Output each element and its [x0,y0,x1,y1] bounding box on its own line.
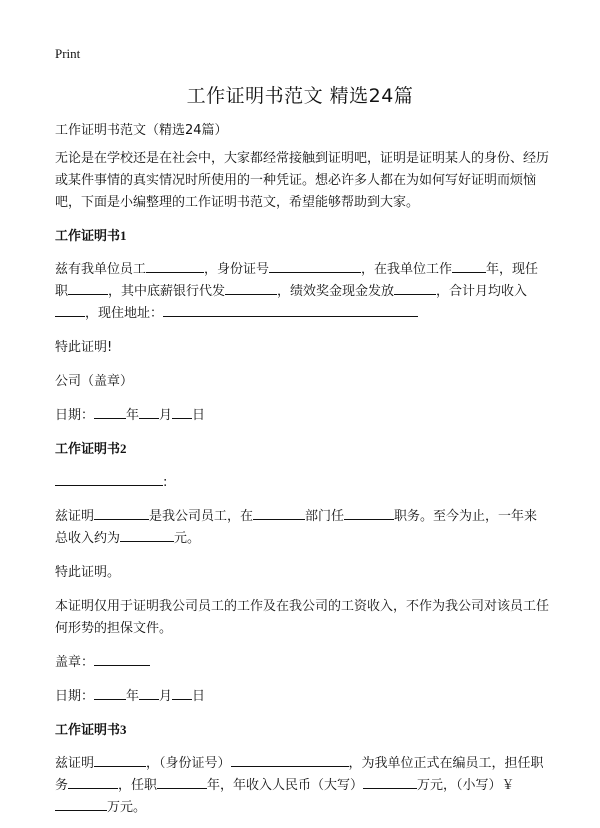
section-1-heading [55,226,550,247]
month-blank [139,405,159,419]
document-body [55,120,550,819]
employee-name-blank [146,259,204,273]
month-label: 月 [159,408,173,423]
date-label: 日期： [55,408,95,423]
s1-text: 兹有我单位员工 [55,262,147,277]
section-1-heading-text: 工作证明书 [55,229,121,244]
department-blank [253,506,305,520]
s1-text: ，现住地址： [85,306,164,321]
intro-paragraph: 无论是在学校还是在社会中，大家都经常接触到证明吧，证明是证明某人的身份、经历或某件事情的真实情况时所使用的一种凭证。想必许多人都在为如何写好证明而烦恼吧，下面是小编整理的工作证明书范文，希望能够帮助到大家。 [55,151,550,210]
section-3-heading-text: 工作证明书 [55,723,121,738]
addressee-colon: : [163,475,168,490]
section-3-number: 3 [120,722,127,737]
addressee-blank [55,472,163,486]
month-label: 月 [159,689,173,704]
s1-text: ，身份证号 [204,262,270,277]
seal-blank [94,652,150,666]
income-lowercase-blank [55,797,107,811]
section-1-body [55,259,550,325]
s2-text: 部门任 [305,509,345,524]
year-label: 年 [126,689,140,704]
s1-text: 年，现任职 [55,262,539,299]
section-2-special: 特此证明。 [55,565,121,580]
date-label: 日期： [55,689,95,704]
bonus-blank [394,281,436,295]
position-blank [68,281,108,295]
s3-text: ，（身份证号） [146,756,231,771]
s3-text: 兹证明 [55,756,95,771]
section-2-date [55,686,550,708]
section-3-body [55,753,550,819]
section-2-heading [55,439,550,460]
id-number-blank [269,259,361,273]
year-label: 年 [126,408,140,423]
section-2-number: 2 [120,441,127,456]
s3-text: 万元。 [107,800,147,815]
year-blank [94,686,126,700]
employee-name-blank [94,506,149,520]
section-3-heading [55,720,550,741]
section-2-heading-text: 工作证明书 [55,442,121,457]
s2-text: 兹证明 [55,509,95,524]
day-blank [172,686,192,700]
section-2-seal [55,652,550,674]
year-blank [94,405,126,419]
s3-text: 年，年收入人民币（大写） [207,778,364,793]
day-label: 日 [192,408,206,423]
section-1-company-seal: 公司（盖章） [55,374,134,389]
s1-text: ，在我单位工作 [361,262,453,277]
s1-text: ，其中底薪银行代发 [108,284,226,299]
month-blank [139,686,159,700]
s1-text: ，绩效奖金现金发放 [277,284,395,299]
income-blank [120,528,174,542]
section-1-special: 特此证明! [55,340,113,355]
s2-text: 是我公司员工，在 [149,509,254,524]
section-2-note: 本证明仅用于证明我公司员工的工作及在我公司的工资收入，不作为我公司对该员工任何形势的担保文件。 [55,599,550,636]
id-number-blank [231,753,349,767]
s2-text: 职务。至今为止，一年来总收入约为 [55,509,538,546]
document-title: 工作证明书范文 精选24篇 [186,85,414,107]
position-blank [68,775,118,789]
s3-text: 万元，（小写）￥ [417,778,515,793]
employee-name-blank [94,753,146,767]
address-blank [163,303,418,317]
monthly-income-blank [55,303,85,317]
seal-label: 盖章： [55,655,95,670]
s2-text: 元。 [174,531,201,546]
section-1-date [55,405,550,427]
s1-text: ，合计月均收入 [436,284,528,299]
day-blank [172,405,192,419]
years-blank [157,775,207,789]
base-salary-blank [225,281,277,295]
income-uppercase-blank [363,775,417,789]
section-2-addressee [55,472,550,494]
print-link[interactable]: Print [55,46,81,61]
s3-text: ，任职 [118,778,158,793]
years-blank [452,259,486,273]
s3-text: ，为我单位正式在编员工，担任职务 [55,756,544,793]
section-2-body [55,506,550,550]
section-1-number: 1 [120,228,127,243]
position-blank [344,506,394,520]
subtitle: 工作证明书范文（精选24篇） [55,123,228,138]
day-label: 日 [192,689,206,704]
